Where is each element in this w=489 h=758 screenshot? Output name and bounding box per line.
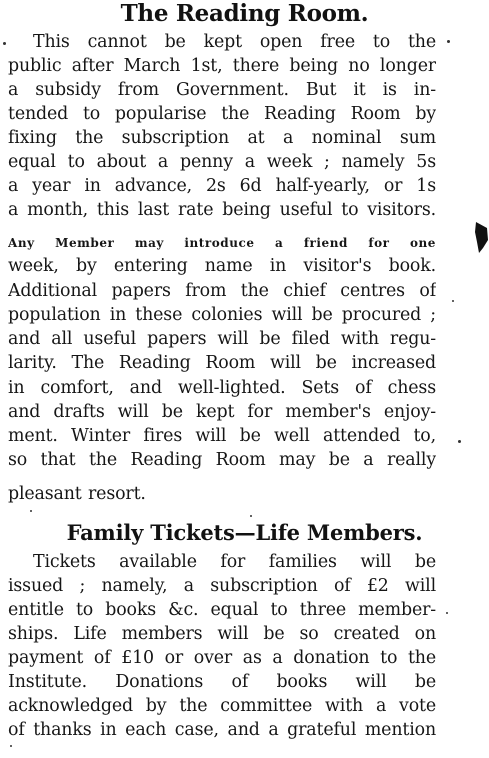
text-line: entitle to books &c. equal to three member- xyxy=(8,600,436,620)
text-line-last: pleasant resort. xyxy=(8,484,146,504)
text-line: public after March 1st, there being no longer xyxy=(8,56,436,76)
print-speck xyxy=(30,510,32,512)
section-title-reading-room: The Reading Room. xyxy=(120,0,369,27)
text-line-small-caps: Any Member may introduce a friend for one xyxy=(8,236,436,250)
text-line: fixing the subscription at a nominal sum xyxy=(8,128,436,148)
text-line: payment of £10 or over as a donation to the xyxy=(8,648,436,668)
text-line: issued ; namely, a subscription of £2 will xyxy=(8,576,436,596)
print-speck xyxy=(458,440,461,443)
text-line: of thanks in each case, and a grateful mention xyxy=(8,720,436,740)
text-line: ment. Winter fires will be well attended to, xyxy=(8,426,436,446)
text-line: tended to popularise the Reading Room by xyxy=(8,104,436,124)
section-title-family-tickets: Family Tickets—Life Members. xyxy=(66,520,423,545)
print-speck xyxy=(452,300,454,302)
print-speck xyxy=(10,745,12,747)
text-line: and drafts will be kept for member's enjoy- xyxy=(8,402,436,422)
text-line: a subsidy from Government. But it is in- xyxy=(8,80,436,100)
print-speck xyxy=(3,42,6,45)
text-line: so that the Reading Room may be a really xyxy=(8,450,436,470)
text-line: week, by entering name in visitor's book. xyxy=(8,256,436,276)
text-line: ships. Life members will be so created on xyxy=(8,624,436,644)
print-speck xyxy=(250,515,252,517)
text-line: larity. The Reading Room will be increased xyxy=(8,353,436,373)
text-line: This cannot be kept open free to the xyxy=(33,32,436,52)
text-line: Additional papers from the chief centres of xyxy=(8,281,436,301)
text-line: Tickets available for families will be xyxy=(33,552,436,572)
text-line: population in these colonies will be procured ; xyxy=(8,305,436,325)
text-line: equal to about a penny a week ; namely 5s xyxy=(8,152,436,172)
print-speck xyxy=(446,612,448,614)
text-line: acknowledged by the committee with a vote xyxy=(8,696,436,716)
text-line: in comfort, and well-lighted. Sets of chess xyxy=(8,378,436,398)
text-line: and all useful papers will be filed with regu- xyxy=(8,329,436,349)
text-line: a month, this last rate being useful to visitors. xyxy=(8,200,436,220)
text-line: a year in advance, 2s 6d half-yearly, or 1s xyxy=(8,176,436,196)
text-line: Institute. Donations of books will be xyxy=(8,672,436,692)
print-speck xyxy=(447,40,450,43)
ink-blot-mark xyxy=(474,218,489,254)
